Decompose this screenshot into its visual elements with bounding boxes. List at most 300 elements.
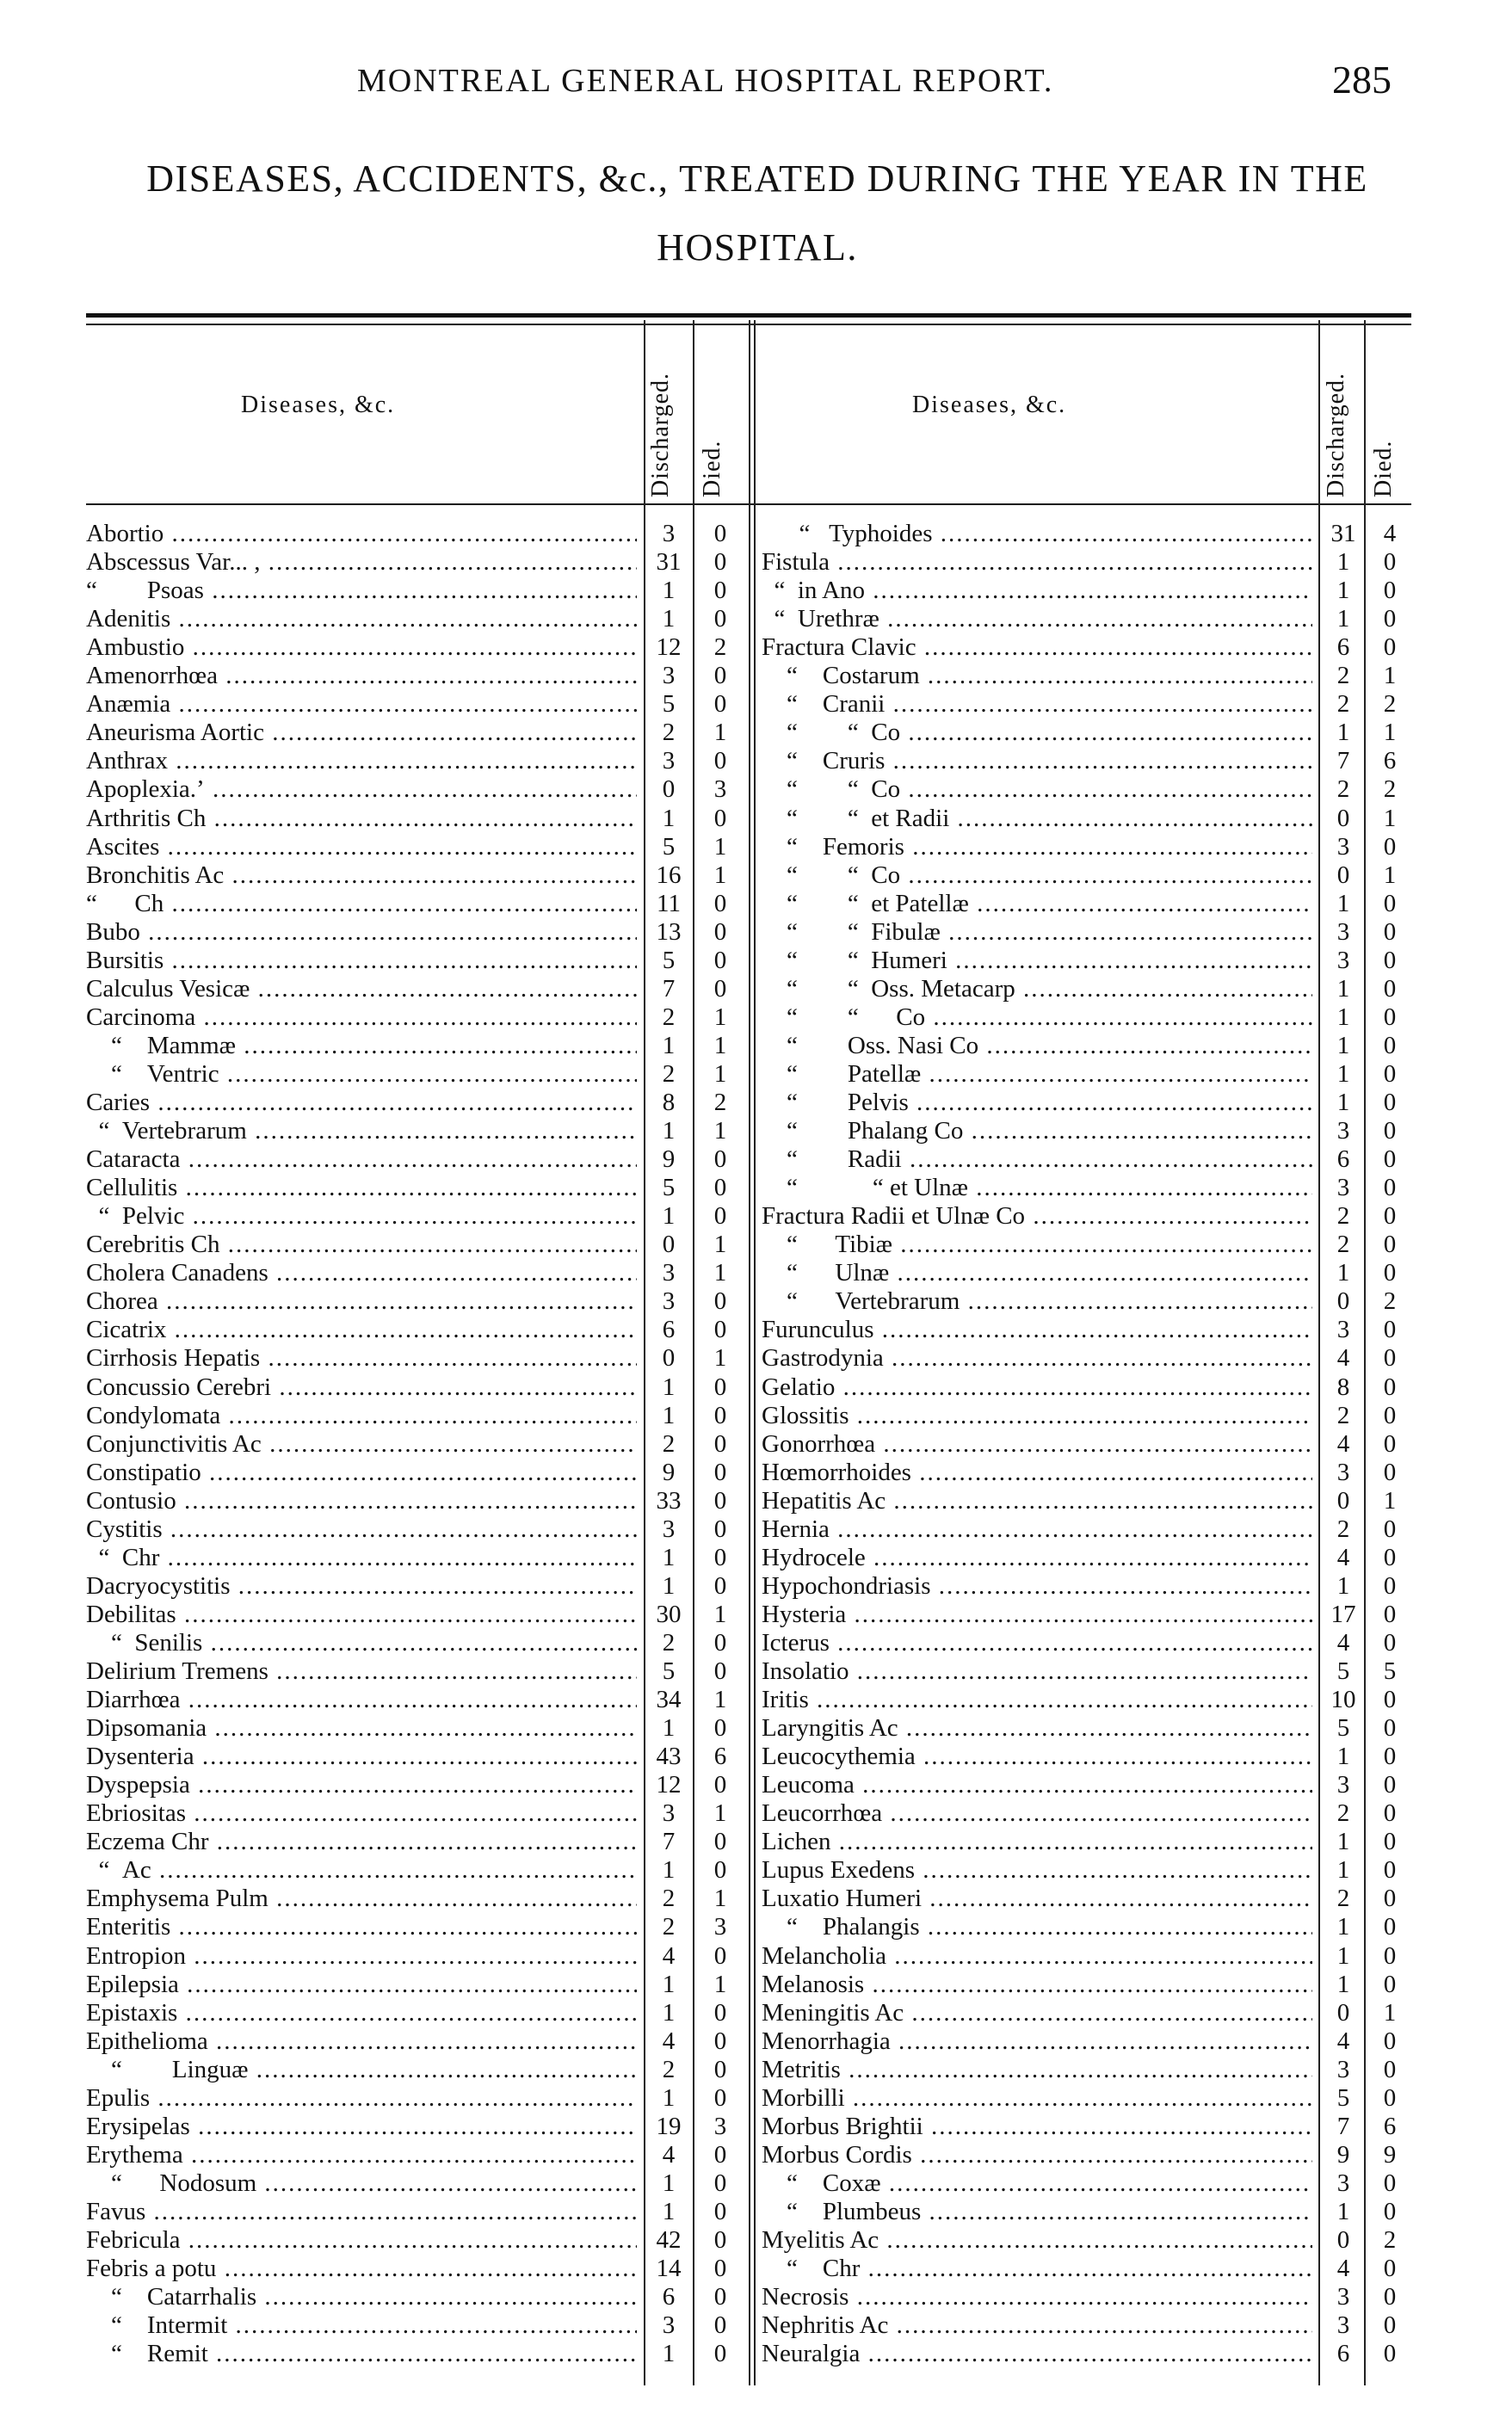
table-row (762, 1344, 1416, 1373)
table-row (86, 1572, 757, 1601)
died-count: 0 (1383, 1828, 1397, 1856)
disease-name: “ Senilis ..... (86, 1629, 637, 1657)
table-row (86, 662, 757, 690)
table-row (86, 2340, 757, 2368)
disease-name: Chorea ..... (86, 1287, 637, 1316)
disease-name: Epithelioma ..... (86, 2027, 637, 2056)
died-count: 1 (1383, 804, 1397, 832)
discharged-count: 1 (1336, 605, 1350, 633)
discharged-count: 2 (662, 1429, 676, 1458)
discharged-count: 1 (1336, 1259, 1350, 1287)
discharged-count: 2 (1336, 1401, 1350, 1429)
table-row (86, 1259, 757, 1287)
died-count: 0 (1383, 2083, 1397, 2112)
discharged-count: 16 (656, 861, 682, 889)
disease-name: “ Mammæ ..... (86, 1032, 637, 1060)
died-count: 0 (713, 2197, 727, 2225)
disease-name: Ebriositas ..... (86, 1799, 637, 1828)
table-row (86, 1913, 757, 1941)
table-row (762, 2169, 1416, 2198)
discharged-count: 31 (1330, 520, 1356, 547)
discharged-count: 1 (662, 1202, 676, 1231)
died-count: 0 (713, 2083, 727, 2112)
table-row (86, 1202, 757, 1231)
disease-name: Calculus Vesicæ ..... (86, 975, 637, 1003)
died-count: 0 (1383, 2055, 1397, 2083)
discharged-count: 6 (1336, 633, 1350, 662)
discharged-count: 0 (1336, 804, 1350, 832)
discharged-count: 2 (662, 1628, 676, 1657)
discharged-count: 6 (662, 1316, 676, 1344)
died-count: 0 (1383, 2283, 1397, 2311)
disease-name: “ “ Humeri ..... (762, 947, 1312, 975)
table-row (762, 1060, 1416, 1089)
died-count: 2 (713, 633, 727, 662)
died-count: 0 (713, 1543, 727, 1571)
discharged-count: 2 (662, 2055, 676, 2083)
table-row (86, 1714, 757, 1743)
discharged-count: 3 (1336, 946, 1350, 974)
died-count: 1 (713, 1231, 727, 1259)
disease-name: Lupus Exedens ..... (762, 1856, 1312, 1885)
disease-name: Bubo ..... (86, 918, 637, 947)
discharged-count: 1 (662, 577, 676, 605)
died-count: 1 (1383, 861, 1397, 889)
died-count: 4 (1383, 520, 1397, 547)
table-row (86, 2226, 757, 2255)
table-row (762, 890, 1416, 918)
table-row (762, 577, 1416, 605)
table-row (86, 1743, 757, 1771)
discharged-count: 2 (1336, 662, 1350, 690)
table-row (86, 1032, 757, 1060)
died-count: 0 (713, 1458, 727, 1486)
died-count: 0 (1383, 1913, 1397, 1941)
disease-name: “ Phalang Co ..... (762, 1117, 1312, 1145)
table-row (86, 548, 757, 577)
died-count: 0 (713, 1628, 727, 1657)
table-row (762, 2198, 1416, 2226)
died-count: 3 (713, 2112, 727, 2140)
header-discharged-left: Discharged. (647, 373, 674, 497)
died-count: 0 (713, 1657, 727, 1685)
died-count: 0 (713, 1998, 727, 2027)
died-count: 0 (713, 1941, 727, 1970)
died-count: 0 (713, 1401, 727, 1429)
died-count: 6 (1383, 747, 1397, 775)
table-row (86, 1856, 757, 1885)
discharged-count: 4 (1336, 1344, 1350, 1373)
died-count: 0 (1383, 1515, 1397, 1543)
table-row (762, 1003, 1416, 1032)
table-row (762, 861, 1416, 890)
disease-name: “ “ Co ..... (762, 719, 1312, 747)
discharged-count: 4 (662, 2140, 676, 2169)
disease-name: Dysenteria ..... (86, 1743, 637, 1771)
died-count: 2 (1383, 690, 1397, 719)
died-count: 0 (1383, 633, 1397, 662)
disease-name: “ “ Co ..... (762, 1003, 1312, 1032)
discharged-count: 2 (1336, 1202, 1350, 1231)
died-count: 0 (1383, 1970, 1397, 1998)
discharged-count: 3 (662, 1799, 676, 1828)
died-count: 0 (1383, 1401, 1397, 1429)
discharged-count: 2 (662, 719, 676, 747)
disease-name: Febricula ..... (86, 2226, 637, 2255)
discharged-count: 1 (1336, 1031, 1350, 1059)
died-count: 1 (1383, 662, 1397, 690)
discharged-count: 33 (656, 1486, 682, 1515)
disease-name: “ “ Co ..... (762, 775, 1312, 804)
discharged-count: 1 (1336, 1970, 1350, 1998)
header-diseases-right: Diseases, &c. (912, 392, 1067, 418)
table-row (762, 1629, 1416, 1657)
disease-name: “ Psoas ..... (86, 577, 637, 605)
discharged-count: 1 (1336, 974, 1350, 1003)
died-count: 0 (1383, 1145, 1397, 1174)
table-row (86, 805, 757, 833)
table-row (86, 577, 757, 605)
table-row (86, 1060, 757, 1089)
disease-name: Carcinoma ..... (86, 1003, 637, 1032)
disease-name: Lichen ..... (762, 1828, 1312, 1856)
discharged-count: 1 (1336, 577, 1350, 605)
disease-name: Dipsomania ..... (86, 1714, 637, 1743)
disease-name: Leucorrhœa ..... (762, 1799, 1312, 1828)
table-row (86, 2198, 757, 2226)
table-row (762, 747, 1416, 775)
disease-name: Meningitis Ac ..... (762, 1999, 1312, 2027)
disease-name: Cellulitis ..... (86, 1174, 637, 1202)
discharged-count: 2 (662, 1885, 676, 1913)
discharged-count: 3 (662, 662, 676, 690)
table-row (762, 605, 1416, 633)
disease-name: “ “ et Patellæ ..... (762, 890, 1312, 918)
disease-name: “ Ventric ..... (86, 1060, 637, 1089)
discharged-count: 1 (1336, 1941, 1350, 1970)
disease-name: Hysteria ..... (762, 1601, 1312, 1629)
disease-name: Favus ..... (86, 2198, 637, 2226)
discharged-count: 3 (662, 747, 676, 775)
running-title: MONTREAL GENERAL HOSPITAL REPORT. (357, 63, 1054, 99)
died-count: 1 (713, 1344, 727, 1373)
table-row (762, 1231, 1416, 1259)
disease-name: Hypochondriasis ..... (762, 1572, 1312, 1601)
discharged-count: 2 (662, 1913, 676, 1941)
discharged-count: 12 (656, 633, 682, 662)
discharged-count: 4 (662, 1941, 676, 1970)
died-count: 0 (713, 1856, 727, 1885)
table-row (86, 605, 757, 633)
table-row (86, 2027, 757, 2056)
died-count: 0 (713, 520, 727, 547)
disease-name: Diarrhœa ..... (86, 1686, 637, 1714)
died-count: 0 (1383, 1117, 1397, 1145)
table-row (762, 1971, 1416, 1999)
died-count: 9 (1383, 2140, 1397, 2169)
died-count: 0 (1383, 1628, 1397, 1657)
died-count: 0 (1383, 1885, 1397, 1913)
died-count: 0 (713, 2340, 727, 2368)
discharged-count: 6 (1336, 1145, 1350, 1174)
table-row (762, 2283, 1416, 2311)
disease-name: Furunculus ..... (762, 1316, 1312, 1344)
disease-name: “ Chr ..... (86, 1544, 637, 1572)
disease-name: Abortio ..... (86, 520, 637, 548)
table-row (86, 1828, 757, 1856)
disease-name: Leucocythemia ..... (762, 1743, 1312, 1771)
died-count: 0 (1383, 2311, 1397, 2340)
table-row (86, 1771, 757, 1799)
discharged-count: 3 (1336, 2311, 1350, 2340)
discharged-count: 1 (662, 1571, 676, 1600)
table-row (762, 1714, 1416, 1743)
discharged-count: 1 (662, 1543, 676, 1571)
discharged-count: 1 (1336, 548, 1350, 577)
disease-name: Necrosis ..... (762, 2283, 1312, 2311)
table-row (86, 775, 757, 804)
table-row (86, 2255, 757, 2283)
table-row (762, 1657, 1416, 1686)
died-count: 0 (1383, 1259, 1397, 1287)
died-count: 0 (713, 2311, 727, 2340)
table-row (86, 747, 757, 775)
died-count: 1 (1383, 719, 1397, 747)
died-count: 0 (713, 2055, 727, 2083)
discharged-count: 9 (662, 1145, 676, 1174)
disease-name: Glossitis ..... (762, 1402, 1312, 1430)
table-row (762, 805, 1416, 833)
disease-name: “ “ et Radii ..... (762, 805, 1312, 833)
disease-name: Emphysema Pulm ..... (86, 1885, 637, 1913)
died-count: 0 (713, 1145, 727, 1174)
died-count: 0 (1383, 1316, 1397, 1344)
died-count: 0 (1383, 2169, 1397, 2197)
disease-name: Bursitis ..... (86, 947, 637, 975)
died-count: 0 (1383, 2027, 1397, 2055)
table-row (86, 1942, 757, 1971)
discharged-count: 6 (662, 2283, 676, 2311)
table-row (86, 719, 757, 747)
table-row (762, 975, 1416, 1003)
died-count: 0 (713, 2027, 727, 2055)
died-count: 0 (1383, 577, 1397, 605)
table-row (86, 633, 757, 662)
table-row (762, 1202, 1416, 1231)
died-count: 0 (713, 2140, 727, 2169)
discharged-count: 19 (656, 2112, 682, 2140)
died-count: 2 (713, 1089, 727, 1116)
table-row (762, 918, 1416, 947)
disease-name: Gelatio ..... (762, 1373, 1312, 1402)
died-count: 1 (713, 1059, 727, 1088)
disease-name: Contusio ..... (86, 1487, 637, 1515)
died-count: 0 (1383, 1799, 1397, 1828)
discharged-count: 5 (662, 1174, 676, 1202)
discharged-count: 9 (662, 1458, 676, 1486)
died-count: 0 (713, 1771, 727, 1799)
discharged-count: 3 (1336, 2055, 1350, 2083)
disease-name: Condylomata ..... (86, 1402, 637, 1430)
table-row (86, 861, 757, 890)
table-row (86, 1430, 757, 1459)
discharged-count: 13 (656, 917, 682, 946)
discharged-count: 1 (662, 2083, 676, 2112)
died-count: 0 (713, 1287, 727, 1316)
died-count: 0 (713, 1828, 727, 1856)
discharged-count: 8 (1336, 1373, 1350, 1401)
table-row (86, 1174, 757, 1202)
disease-name: “ Linguæ ..... (86, 2056, 637, 2084)
discharged-count: 34 (656, 1686, 682, 1714)
discharged-count: 3 (1336, 832, 1350, 861)
died-count: 0 (1383, 1003, 1397, 1031)
discharged-count: 5 (1336, 1714, 1350, 1743)
disease-name: Fistula ..... (762, 548, 1312, 577)
discharged-count: 1 (1336, 1828, 1350, 1856)
running-head (0, 58, 1512, 114)
discharged-count: 17 (1330, 1600, 1356, 1628)
discharged-count: 5 (662, 690, 676, 719)
discharged-count: 3 (1336, 1174, 1350, 1202)
discharged-count: 1 (662, 1856, 676, 1885)
page-title: DISEASES, ACCIDENTS, &c., TREATED DURING THE YEAR IN THE HOSPITAL. (146, 157, 1368, 268)
page-number: 285 (1332, 58, 1392, 102)
table-row (86, 1544, 757, 1572)
discharged-count: 3 (1336, 2283, 1350, 2311)
table-row (762, 1032, 1416, 1060)
discharged-count: 1 (662, 605, 676, 633)
died-count: 0 (713, 804, 727, 832)
discharged-count: 9 (1336, 2140, 1350, 2169)
disease-name: “ Tibiæ ..... (762, 1231, 1312, 1259)
table-row (762, 1117, 1416, 1145)
table-row (762, 1430, 1416, 1459)
died-count: 0 (1383, 2340, 1397, 2368)
table-row (86, 1402, 757, 1430)
disease-name: Debilitas ..... (86, 1601, 637, 1629)
died-count: 2 (1383, 1287, 1397, 1316)
disease-name: Morbilli ..... (762, 2084, 1312, 2113)
disease-name: Enteritis ..... (86, 1913, 637, 1941)
table-row (86, 2141, 757, 2169)
discharged-count: 42 (656, 2226, 682, 2254)
discharged-count: 4 (1336, 1543, 1350, 1571)
died-count: 3 (713, 775, 727, 804)
table-row (86, 2113, 757, 2141)
discharged-count: 3 (662, 1515, 676, 1543)
died-count: 1 (713, 861, 727, 889)
died-count: 0 (713, 1316, 727, 1344)
disease-name: “ Chr ..... (762, 2255, 1312, 2283)
header-died-left: Died. (699, 440, 725, 497)
disease-name: Hœmorrhoides ..... (762, 1459, 1312, 1487)
died-count: 0 (713, 662, 727, 690)
disease-name: Apoplexia.’ ..... (86, 775, 637, 804)
disease-name: “ Femoris ..... (762, 833, 1312, 861)
died-count: 3 (713, 1913, 727, 1941)
died-count: 6 (1383, 2112, 1397, 2140)
table-row (762, 2084, 1416, 2113)
disease-name: Cataracta ..... (86, 1145, 637, 1174)
disease-name: Gastrodynia ..... (762, 1344, 1312, 1373)
disease-name: Conjunctivitis Ac ..... (86, 1430, 637, 1459)
disease-name: Erysipelas ..... (86, 2113, 637, 2141)
disease-name: Hernia ..... (762, 1515, 1312, 1544)
discharged-count: 4 (662, 2027, 676, 2055)
discharged-count: 5 (662, 1657, 676, 1685)
header-diseases-left: Diseases, &c. (241, 392, 396, 418)
disease-name: “ Costarum ..... (762, 662, 1312, 690)
died-count: 0 (1383, 1231, 1397, 1259)
discharged-count: 5 (662, 946, 676, 974)
disease-name: “ Typhoides ..... (762, 520, 1312, 548)
discharged-count: 0 (662, 1344, 676, 1373)
died-count: 0 (713, 690, 727, 719)
disease-name: “ Intermit ..... (86, 2311, 637, 2340)
died-count: 5 (1383, 1657, 1397, 1685)
disease-name: “ Plumbeus ..... (762, 2198, 1312, 2226)
table-row (762, 1174, 1416, 1202)
disease-name: “ Catarrhalis ..... (86, 2283, 637, 2311)
died-count: 6 (713, 1743, 727, 1771)
died-count: 0 (1383, 1429, 1397, 1458)
died-count: 0 (713, 2169, 727, 2197)
discharged-count: 1 (662, 1117, 676, 1145)
disease-name: “ “ Oss. Metacarp ..... (762, 975, 1312, 1003)
discharged-count: 4 (1336, 2255, 1350, 2283)
died-count: 1 (713, 1259, 727, 1287)
table-row (762, 1459, 1416, 1487)
discharged-count: 1 (662, 1401, 676, 1429)
disease-name: Hydrocele ..... (762, 1544, 1312, 1572)
disease-name: “ Cranii ..... (762, 690, 1312, 719)
disease-name: “ “ Fibulæ ..... (762, 918, 1312, 947)
disease-name: “ Remit ..... (86, 2340, 637, 2368)
died-count: 0 (713, 577, 727, 605)
disease-name: “ Patellæ ..... (762, 1060, 1312, 1089)
table-row (86, 1971, 757, 1999)
discharged-count: 1 (662, 2340, 676, 2368)
discharged-count: 1 (1336, 1089, 1350, 1116)
disease-name: Epulis ..... (86, 2084, 637, 2113)
disease-name: “ Ulnæ ..... (762, 1259, 1312, 1287)
discharged-count: 3 (662, 1287, 676, 1316)
disease-name: Arthritis Ch ..... (86, 805, 637, 833)
disease-name: Fractura Clavic ..... (762, 633, 1312, 662)
disease-name: Cystitis ..... (86, 1515, 637, 1544)
discharged-count: 3 (1336, 1316, 1350, 1344)
discharged-count: 1 (1336, 1743, 1350, 1771)
died-count: 0 (1383, 1600, 1397, 1628)
discharged-count: 3 (1336, 917, 1350, 946)
disease-name: Myelitis Ac ..... (762, 2226, 1312, 2255)
table-row (762, 1799, 1416, 1828)
died-count: 0 (1383, 1089, 1397, 1116)
table-row (762, 1856, 1416, 1885)
discharged-count: 0 (1336, 1287, 1350, 1316)
table-row (762, 2056, 1416, 2084)
died-count: 0 (713, 1373, 727, 1401)
died-count: 1 (713, 1885, 727, 1913)
disease-name: “ Oss. Nasi Co ..... (762, 1032, 1312, 1060)
died-count: 0 (1383, 1543, 1397, 1571)
died-count: 0 (1383, 1743, 1397, 1771)
discharged-count: 1 (662, 2169, 676, 2197)
disease-name: Hepatitis Ac ..... (762, 1487, 1312, 1515)
died-count: 1 (713, 1799, 727, 1828)
discharged-count: 8 (662, 1089, 676, 1116)
